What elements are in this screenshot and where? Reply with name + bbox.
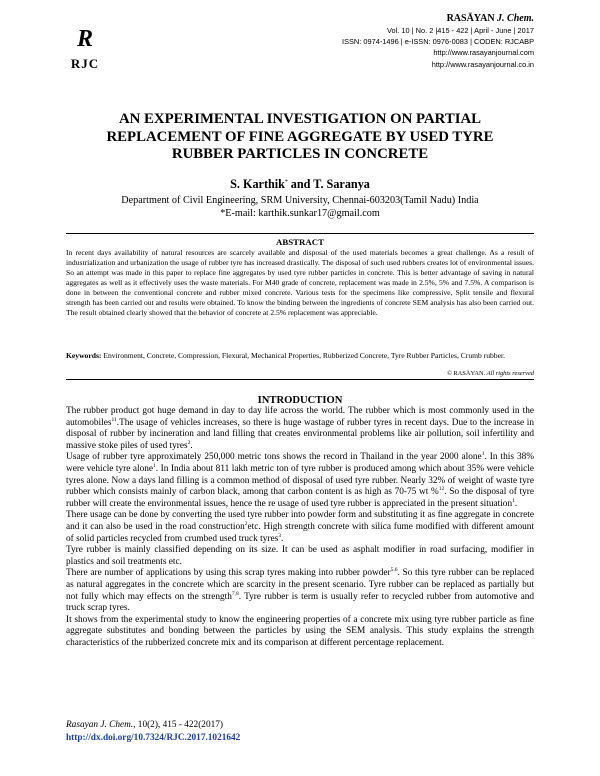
copyright bbox=[447, 370, 534, 377]
volume-line: Vol. 10 | No. 2 |415 - 422 | April - June | 2017 bbox=[387, 26, 534, 35]
citation: 3 bbox=[278, 532, 281, 539]
paragraph bbox=[66, 406, 534, 452]
text-run: . So the disposal of tyre rubber will create the environmental issues, hence the re usage of used tyre rubber is appreciated in the present situation bbox=[66, 487, 534, 509]
keywords-label: Keywords: bbox=[66, 351, 102, 360]
introduction-heading: INTRODUCTION bbox=[257, 395, 343, 406]
author-2: T. Saranya bbox=[313, 177, 370, 191]
paragraph bbox=[66, 510, 534, 545]
corresponding-mark: * bbox=[284, 178, 288, 185]
title-line-2: REPLACEMENT OF FINE AGGREGATE BY USED TYRE bbox=[106, 128, 494, 145]
citation: 5,6 bbox=[390, 567, 398, 574]
journal-name-main: RASĀYAN bbox=[446, 13, 495, 24]
citation: 1 bbox=[153, 462, 156, 469]
keywords-list: Environment, Concrete, Compression, Flexural, Mechanical Properties, Rubberized Concrete, Tyre Rubber Particles, Crumb rubber. bbox=[101, 351, 506, 360]
abstract-text: In recent days availability of natural resources are scarcely available and disposal of the used materials becomes a great challenge. As a result of industrialization and urbanization the usage of rubber tyre has increased drastically. The disposal of such used rubbers creates lot of environmental issues. So an attempt was made in this paper to replace fine aggregates by used tyre rubber particles in concrete. This is better advantage of saving in natural aggregates as well as it effectively uses the waste materials. For M40 grade of concrete, replacement was made in 2.5%, 5% and 7.5%. A comparison is done in between the conventional concrete and rubber mixed concrete. Various tests for the specimens like compressive, Split tensile and flexural strength has been carried out and results were obtained. To know the binding between the ingredients of concrete SEM analysis has also been carried out. The result obtained clearly showed that the behavior of concrete at 2.5% replacement was appreciable. bbox=[66, 248, 534, 318]
abstract-top-rule bbox=[66, 233, 534, 234]
keywords bbox=[66, 351, 534, 361]
citation: 11 bbox=[111, 416, 117, 423]
author-1: S. Karthik bbox=[230, 177, 285, 191]
logo-text: RJC bbox=[70, 56, 100, 71]
copyright-mark: © RASĀYAN. bbox=[446, 370, 486, 377]
text-run: The rubber product got huge demand in day to day life across the world. The rubber which is most commonly used in the automobiles bbox=[66, 406, 534, 428]
authors bbox=[60, 177, 540, 192]
citation-details: , 10(2), 415 - 422(2017) bbox=[133, 720, 223, 730]
citation-line bbox=[66, 719, 240, 732]
logo-mark: R bbox=[76, 26, 93, 52]
abstract-heading: ABSTRACT bbox=[276, 237, 324, 247]
text-run: .The usage of vehicles increases, so there is huge wastage of rubber tyres in recent days. Due to the increase in disposal of rubber by incineration and land filling that creates environmental problems like air pollution, soil infertility and massive stoke piles of used tyres bbox=[66, 417, 534, 451]
journal-name-sub: J. Chem. bbox=[497, 13, 534, 24]
paragraph bbox=[66, 568, 534, 614]
doi-link[interactable]: http://dx.doi.org/10.7324/RJC.2017.1021642 bbox=[66, 732, 241, 743]
citation: 1 bbox=[481, 451, 485, 458]
paper-title bbox=[60, 111, 540, 164]
text-run: . bbox=[190, 440, 193, 451]
journal-url-1[interactable]: http://www.rasayanjournal.com bbox=[433, 48, 534, 58]
text-run: There usage can be done by converting the used tyre rubber into powder form and substituting it as fine aggregate in concrete and it can also be used in the road construction bbox=[66, 510, 534, 532]
author-conjunction: and bbox=[287, 177, 314, 191]
paragraph: It shows from the experimental study to know the engineering properties of a concrete mix using tyre rubber particle as fine aggregate substitutes and bonding between the particles by using the SEM analysis. This study explains the strength characteristics of the rubberized concrete mix and its comparison at different percentage replacement. bbox=[66, 614, 534, 648]
text-run: . So this tyre rubber can be replaced as natural aggregates in the concrete which are scarcity in the present scenario. Tyre rubber can be replaced as partially but not fully which may effects on the strength bbox=[66, 568, 534, 602]
text-run: . bbox=[514, 498, 518, 509]
rights-reserved: All rights reserved bbox=[485, 370, 534, 377]
text-run: . In India about 811 lakh metric ton of tyre rubber is produced among which about 35% were vehicle tyres alone. Now a days land filling is a common method of disposal of used tyre rubber. Nearly 32% of weight of waste tyre rubber which consists mainly of carbon black, among that carbon content is as high as 70-75 wt % bbox=[66, 463, 534, 498]
introduction-body bbox=[66, 406, 534, 649]
text-run: etc. High strength concrete with silica fume modified with different amount of solid particles recycled from crumbed used truck tyres bbox=[66, 521, 534, 544]
paragraph: Tyre rubber is mainly classified depending on its size. It can be used as asphalt modifier in road surfacing, modifier in plastics and soil treatments etc. bbox=[66, 545, 534, 567]
title-line-3: RUBBER PARTICLES IN CONCRETE bbox=[171, 146, 429, 162]
issn-line: ISSN: 0974-1496 | e-ISSN: 0976-0083 | CODEN: RJCABP bbox=[342, 37, 534, 47]
text-run: . In this 38% were vehicle tyre alone bbox=[66, 452, 534, 474]
journal-logo bbox=[66, 26, 104, 72]
text-run: . bbox=[280, 533, 284, 544]
journal-header bbox=[342, 12, 534, 70]
citation: 2 bbox=[244, 520, 248, 527]
citation: 7,8 bbox=[231, 590, 239, 597]
text-run: . Tyre rubber is term is usually refer to recycled rubber from automotive and truck scrap tyres. bbox=[66, 591, 534, 614]
citation: 1 bbox=[512, 497, 515, 504]
email[interactable]: *E-mail: karthik.sunkar17@gmail.com bbox=[220, 208, 380, 220]
affiliation bbox=[60, 194, 540, 221]
citation-journal: Rasayan J. Chem. bbox=[66, 720, 134, 730]
paragraph bbox=[66, 452, 534, 510]
abstract-bottom-rule bbox=[66, 379, 534, 380]
journal-name bbox=[342, 12, 534, 25]
footer bbox=[66, 719, 240, 744]
journal-url-2[interactable]: http://www.rasayanjournal.co.in bbox=[431, 59, 534, 69]
citation: 12 bbox=[438, 486, 445, 493]
text-run: There are number of applications by using this scrap tyres making into rubber powder bbox=[66, 568, 391, 579]
department: Department of Civil Engineering, SRM University, Chennai-603203(Tamil Nadu) India bbox=[121, 195, 479, 206]
citation: 2 bbox=[187, 439, 191, 446]
title-line-1: AN EXPERIMENTAL INVESTIGATION ON PARTIAL bbox=[118, 111, 482, 127]
text-run: Usage of rubber tyre approximately 250,000 metric tons shows the record in Thailand in the year 2000 alone bbox=[66, 452, 482, 463]
